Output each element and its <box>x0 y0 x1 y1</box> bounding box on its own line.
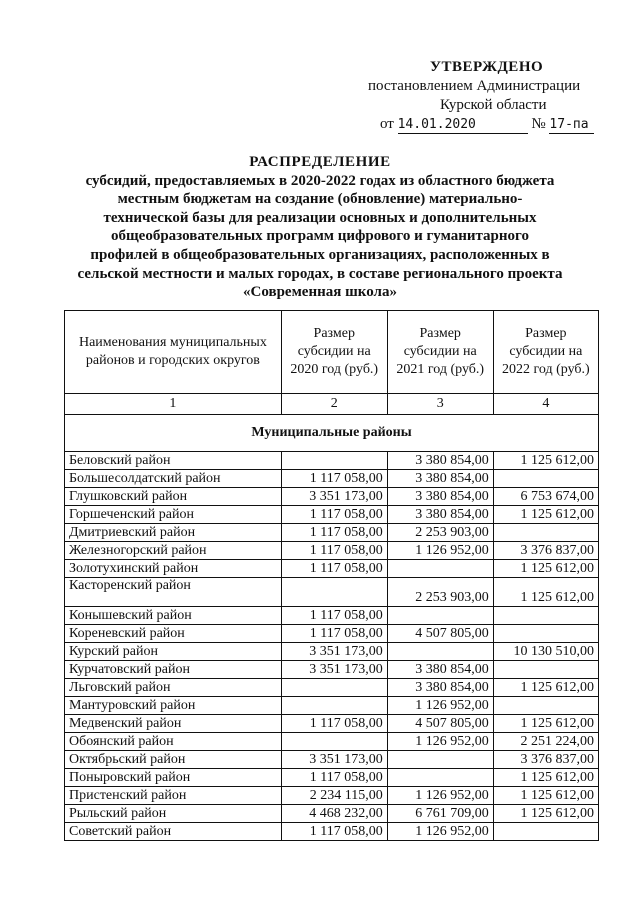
header-2021: Размер субсидии на 2021 год (руб.) <box>387 311 493 394</box>
value-2020: 2 234 115,00 <box>281 787 387 805</box>
column-number-row <box>65 394 599 415</box>
value-2021: 3 380 854,00 <box>387 470 493 488</box>
date-prefix: от <box>380 116 394 132</box>
value-2022: 1 125 612,00 <box>493 769 598 787</box>
district-name: Дмитриевский район <box>65 524 282 542</box>
value-2022: 1 125 612,00 <box>493 679 598 697</box>
table-row <box>65 715 599 733</box>
value-2022: 10 130 510,00 <box>493 643 598 661</box>
value-2020: 1 117 058,00 <box>281 542 387 560</box>
table-row <box>65 733 599 751</box>
value-2021: 1 126 952,00 <box>387 697 493 715</box>
value-2021: 2 253 903,00 <box>387 578 493 607</box>
value-2021: 3 380 854,00 <box>387 488 493 506</box>
approval-heading: УТВЕРЖДЕНО <box>430 59 544 75</box>
subsidy-table <box>64 310 599 841</box>
value-2021: 2 253 903,00 <box>387 524 493 542</box>
table-row <box>65 697 599 715</box>
value-2021 <box>387 607 493 625</box>
title-line: общеобразовательных программ цифрового и гуманитарного <box>111 228 529 245</box>
value-2022 <box>493 524 598 542</box>
value-2020: 1 117 058,00 <box>281 470 387 488</box>
value-2020 <box>281 452 387 470</box>
district-name: Поныровский район <box>65 769 282 787</box>
district-name: Золотухинский район <box>65 560 282 578</box>
district-name: Курчатовский район <box>65 661 282 679</box>
value-2021: 3 380 854,00 <box>387 679 493 697</box>
table-row <box>65 769 599 787</box>
value-2020 <box>281 578 387 607</box>
value-2020: 1 117 058,00 <box>281 607 387 625</box>
table-row <box>65 787 599 805</box>
value-2020: 1 117 058,00 <box>281 506 387 524</box>
value-2022: 1 125 612,00 <box>493 578 598 607</box>
header-district: Наименования муниципальных районов и городских округов <box>65 311 282 394</box>
district-name: Глушковский район <box>65 488 282 506</box>
district-name: Кореневский район <box>65 625 282 643</box>
value-2020 <box>281 733 387 751</box>
value-2020: 3 351 173,00 <box>281 643 387 661</box>
value-2022: 1 125 612,00 <box>493 452 598 470</box>
approval-date: 14.01.2020 <box>398 117 528 134</box>
column-number: 1 <box>65 394 282 415</box>
table-row <box>65 560 599 578</box>
table-row <box>65 506 599 524</box>
district-name: Пристенский район <box>65 787 282 805</box>
value-2020: 3 351 173,00 <box>281 661 387 679</box>
value-2020: 1 117 058,00 <box>281 524 387 542</box>
district-name: Октябрьский район <box>65 751 282 769</box>
approval-line-1: постановлением Администрации <box>368 78 581 94</box>
district-name: Мантуровский район <box>65 697 282 715</box>
value-2021 <box>387 769 493 787</box>
section-row <box>65 415 599 452</box>
title-line: местным бюджетам на создание (обновление) материально- <box>117 191 523 208</box>
district-name: Большесолдатский район <box>65 470 282 488</box>
district-name: Касторенский район <box>65 578 282 607</box>
value-2022: 1 125 612,00 <box>493 506 598 524</box>
value-2022: 1 125 612,00 <box>493 715 598 733</box>
column-number: 3 <box>387 394 493 415</box>
value-2021: 1 126 952,00 <box>387 823 493 841</box>
district-name: Беловский район <box>65 452 282 470</box>
value-2021: 4 507 805,00 <box>387 715 493 733</box>
header-2020: Размер субсидии на 2020 год (руб.) <box>281 311 387 394</box>
value-2022: 3 376 837,00 <box>493 542 598 560</box>
district-name: Железногорский район <box>65 542 282 560</box>
document-title <box>0 153 640 302</box>
value-2022 <box>493 470 598 488</box>
title-main: РАСПРЕДЕЛЕНИЕ <box>249 154 391 170</box>
value-2022: 1 125 612,00 <box>493 787 598 805</box>
value-2021: 1 126 952,00 <box>387 733 493 751</box>
value-2021: 6 761 709,00 <box>387 805 493 823</box>
value-2020: 1 117 058,00 <box>281 715 387 733</box>
table-row <box>65 805 599 823</box>
header-row <box>65 311 599 394</box>
value-2022 <box>493 625 598 643</box>
table-row <box>65 661 599 679</box>
table-row <box>65 823 599 841</box>
district-name: Обоянский район <box>65 733 282 751</box>
value-2020: 1 117 058,00 <box>281 560 387 578</box>
value-2022 <box>493 823 598 841</box>
value-2020 <box>281 679 387 697</box>
value-2020: 1 117 058,00 <box>281 769 387 787</box>
column-number: 4 <box>493 394 598 415</box>
district-name: Медвенский район <box>65 715 282 733</box>
value-2020: 1 117 058,00 <box>281 625 387 643</box>
district-name: Курский район <box>65 643 282 661</box>
table-row <box>65 488 599 506</box>
table-row <box>65 578 599 607</box>
value-2022: 1 125 612,00 <box>493 560 598 578</box>
table-row <box>65 470 599 488</box>
value-2021: 1 126 952,00 <box>387 542 493 560</box>
table-row <box>65 452 599 470</box>
value-2022 <box>493 661 598 679</box>
table-row <box>65 643 599 661</box>
column-number: 2 <box>281 394 387 415</box>
table-row <box>65 542 599 560</box>
value-2022: 2 251 224,00 <box>493 733 598 751</box>
value-2022: 1 125 612,00 <box>493 805 598 823</box>
district-name: Советский район <box>65 823 282 841</box>
value-2022 <box>493 607 598 625</box>
approval-number: 17-па <box>549 117 594 134</box>
value-2020: 3 351 173,00 <box>281 488 387 506</box>
value-2020: 4 468 232,00 <box>281 805 387 823</box>
table-row <box>65 679 599 697</box>
value-2020 <box>281 697 387 715</box>
header-2022: Размер субсидии на 2022 год (руб.) <box>493 311 598 394</box>
value-2021: 3 380 854,00 <box>387 452 493 470</box>
title-line: «Современная школа» <box>243 284 397 301</box>
value-2022 <box>493 697 598 715</box>
table-row <box>65 625 599 643</box>
table-row <box>65 524 599 542</box>
value-2021: 4 507 805,00 <box>387 625 493 643</box>
value-2021: 3 380 854,00 <box>387 506 493 524</box>
section-title: Муниципальные районы <box>65 415 599 452</box>
value-2021 <box>387 560 493 578</box>
district-name: Льговский район <box>65 679 282 697</box>
district-name: Рыльский район <box>65 805 282 823</box>
number-prefix: № <box>531 116 546 132</box>
title-line: сельской местности и малых городах, в составе регионального проекта <box>77 265 563 282</box>
value-2022: 3 376 837,00 <box>493 751 598 769</box>
title-line: субсидий, предоставляемых в 2020-2022 годах из областного бюджета <box>85 172 555 189</box>
title-line: технической базы для реализации основных и дополнительных <box>103 209 537 226</box>
value-2021 <box>387 643 493 661</box>
value-2021: 1 126 952,00 <box>387 787 493 805</box>
value-2022: 6 753 674,00 <box>493 488 598 506</box>
title-line: профилей в общеобразовательных организациях, расположенных в <box>90 246 550 263</box>
approval-date-line <box>380 115 594 134</box>
value-2021: 3 380 854,00 <box>387 661 493 679</box>
table-row <box>65 607 599 625</box>
value-2020: 1 117 058,00 <box>281 823 387 841</box>
district-name: Конышевский район <box>65 607 282 625</box>
table-row <box>65 751 599 769</box>
value-2021 <box>387 751 493 769</box>
approval-line-2: Курской области <box>440 97 547 113</box>
value-2020: 3 351 173,00 <box>281 751 387 769</box>
district-name: Горшеченский район <box>65 506 282 524</box>
